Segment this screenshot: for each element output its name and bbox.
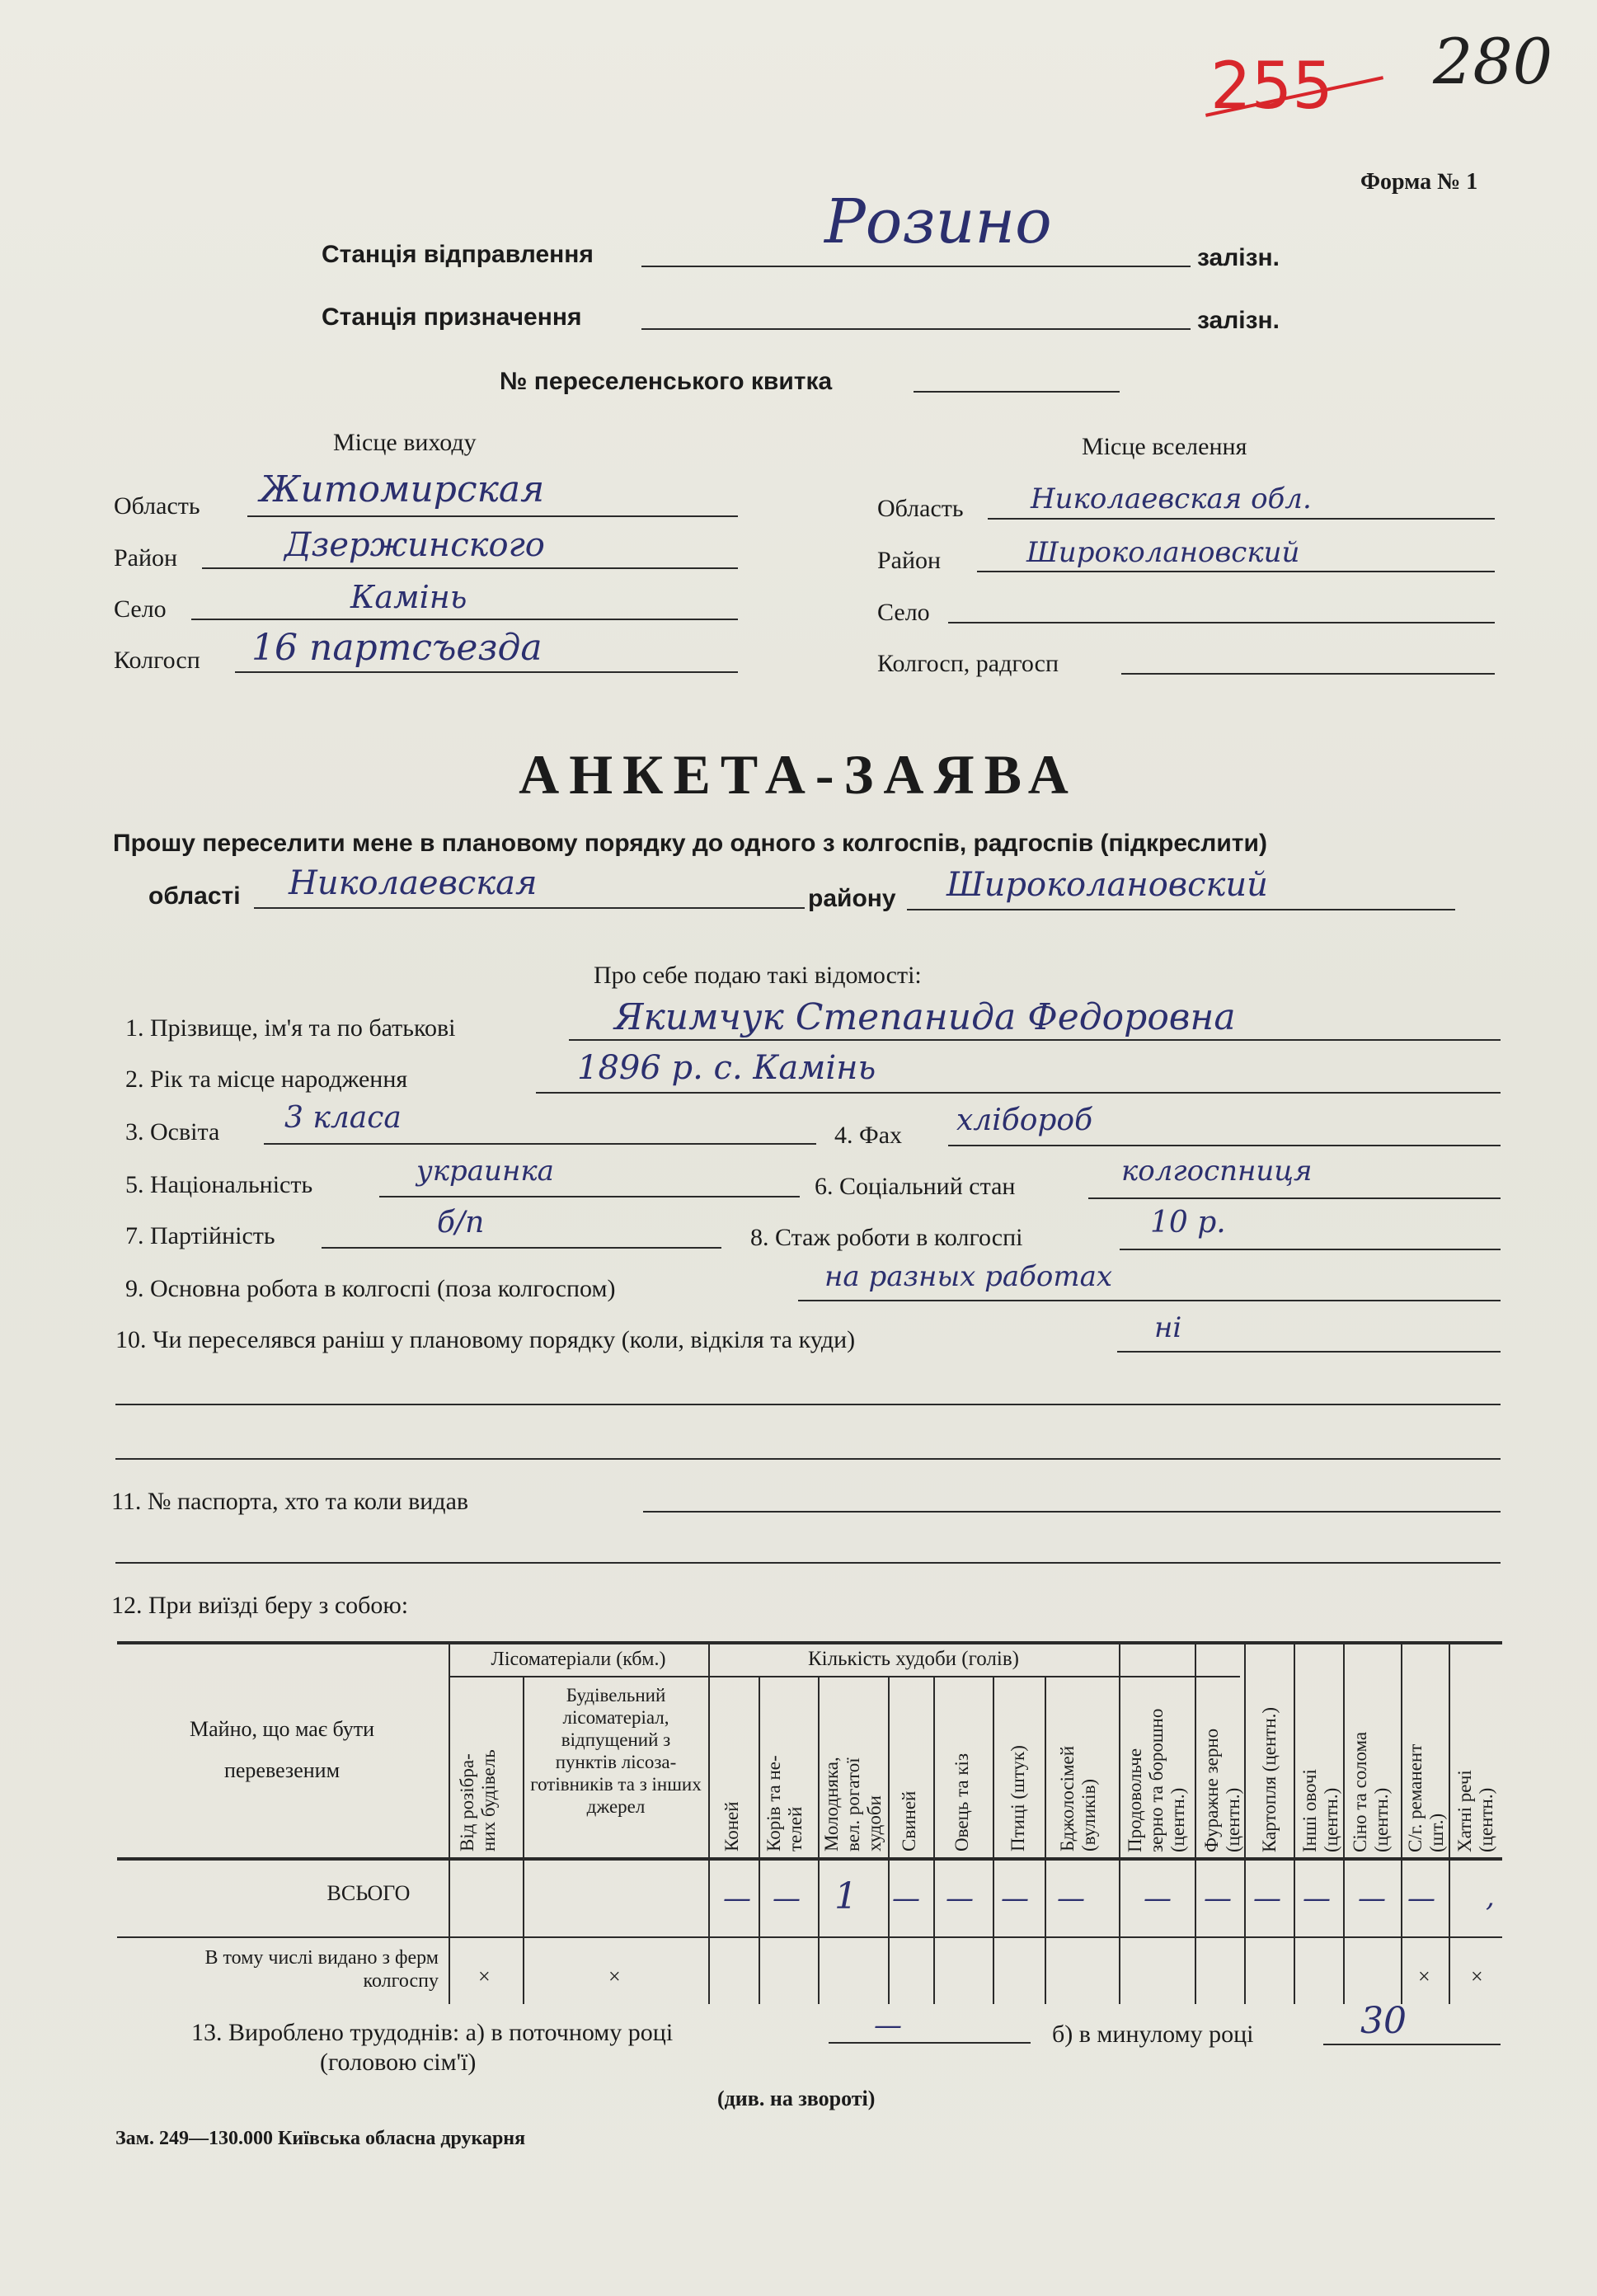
- table-col-line: [818, 1676, 820, 2004]
- table-col-line: [523, 1676, 524, 2004]
- origin-raion-label: Район: [114, 544, 178, 572]
- table-col-fodder-grain: Фуражне зерно (центн.): [1201, 1728, 1243, 1852]
- destination-oblast-line: [988, 518, 1495, 520]
- table-col-poultry: Птиці (штук): [1008, 1745, 1028, 1851]
- total-cows: —: [773, 1882, 801, 1915]
- table-col-line: [933, 1676, 935, 2004]
- table-col-other-vegetables: Інші овочі (центн.): [1299, 1769, 1341, 1852]
- destination-raion-line: [977, 571, 1495, 572]
- field-9-value: на разных работах: [824, 1260, 1113, 1293]
- table-col-sheep-goats: Овець та кіз: [951, 1753, 972, 1851]
- arrival-line: [641, 328, 1191, 330]
- table-col-building-material: Будівельний лісоматеріал, відпущений з пунктів лісоза-готівників та з інших джерел: [530, 1685, 702, 1817]
- arrival-rail-suffix: залізн.: [1197, 307, 1280, 334]
- workdays-prev-value: 30: [1360, 2000, 1407, 2042]
- origin-kolhosp-label: Колгосп: [114, 647, 200, 674]
- table-col-household: Хатні речі (центн.): [1454, 1770, 1496, 1852]
- table-group-livestock: Кількість худоби (голів): [808, 1648, 1019, 1670]
- table-col-pigs: Свиней: [899, 1790, 919, 1851]
- field-3-line: [264, 1143, 816, 1145]
- total-household: ,: [1486, 1880, 1495, 1913]
- document-title: АНКЕТА-ЗАЯВА: [519, 743, 1078, 806]
- table-row-total-label: ВСЬОГО: [326, 1881, 411, 1905]
- farm-x-building-material: ×: [608, 1964, 621, 1988]
- field-10-extra-line-2: [115, 1458, 1501, 1460]
- field-9-label: 9. Основна робота в колгоспі (поза колгоспом): [125, 1275, 616, 1302]
- origin-kolhosp-line: [235, 671, 738, 673]
- table-col-hay-straw: Сіно та солома (центн.): [1350, 1731, 1392, 1852]
- departure-rail-suffix: залізн.: [1197, 244, 1280, 271]
- workdays-label: 13. Вироблено трудоднів: а) в поточному році: [191, 2019, 674, 2046]
- table-col-line: [993, 1676, 994, 2004]
- field-8-value: 10 р.: [1150, 1206, 1226, 1240]
- field-2-label: 2. Рік та місце народження: [125, 1066, 408, 1093]
- field-7-label: 7. Партійність: [125, 1222, 275, 1249]
- table-col-farm-tools: С/г. реманент (шт.): [1405, 1743, 1447, 1852]
- origin-oblast-label: Область: [114, 492, 200, 520]
- table-col-potatoes: Картопля (центн.): [1259, 1706, 1280, 1852]
- field-9-line: [798, 1300, 1501, 1301]
- departure-value: Розино: [824, 186, 1052, 257]
- request-oblast-line: [254, 907, 805, 909]
- table-col-line: [708, 1641, 710, 2004]
- origin-heading: Місце виходу: [333, 429, 477, 456]
- origin-kolhosp-value: 16 партсъезда: [251, 627, 543, 669]
- origin-selo-label: Село: [114, 595, 167, 623]
- field-2-value: 1896 р. с. Камінь: [577, 1049, 876, 1087]
- destination-kolhosp-label: Колгосп, радгосп: [877, 650, 1059, 677]
- destination-selo-line: [948, 622, 1495, 623]
- form-number: Форма № 1: [1360, 169, 1478, 195]
- field-10-extra-line-1: [115, 1404, 1501, 1405]
- field-6-value: колгоспниця: [1121, 1155, 1313, 1188]
- total-poultry: —: [1001, 1882, 1029, 1915]
- table-col-line: [1343, 1641, 1345, 2004]
- field-1-value: Якимчук Степанида Федоровна: [614, 996, 1236, 1038]
- request-text: Прошу переселити мене в плановому порядку до одного з колгоспів, радгоспів (підкреслити): [113, 830, 1267, 857]
- destination-kolhosp-line: [1121, 673, 1495, 675]
- total-hay-straw: —: [1358, 1882, 1386, 1915]
- property-table: [117, 1641, 1502, 2004]
- table-col-line: [1045, 1676, 1046, 2004]
- table-col-horses: Коней: [721, 1801, 742, 1851]
- field-7-line: [322, 1247, 721, 1249]
- workdays-prev-line: [1323, 2044, 1501, 2045]
- ticket-label: № переселенського квитка: [500, 368, 833, 395]
- field-8-label: 8. Стаж роботи в колгоспі: [750, 1224, 1023, 1251]
- table-col-line: [1449, 1641, 1450, 2004]
- field-2-line: [536, 1092, 1501, 1094]
- field-5-label: 5. Національність: [125, 1171, 313, 1198]
- table-col-line: [1244, 1641, 1246, 2004]
- request-raion-value: Широколановский: [946, 866, 1268, 904]
- farm-x-farm-tools: ×: [1418, 1964, 1430, 1988]
- table-col-line: [1195, 1641, 1196, 2004]
- table-col-line: [888, 1676, 890, 2004]
- field-5-value: украинка: [416, 1155, 554, 1188]
- field-1-line: [569, 1039, 1501, 1041]
- field-12-label: 12. При виїзді беру з собою:: [111, 1592, 409, 1619]
- departure-line: [641, 266, 1191, 267]
- farm-x-dismantled: ×: [478, 1964, 491, 1988]
- printer-imprint: Зам. 249—130.000 Київська обласна друкарня: [115, 2128, 526, 2149]
- total-horses: —: [723, 1882, 751, 1915]
- origin-oblast-line: [247, 515, 738, 517]
- table-col-line: [449, 1641, 450, 2004]
- origin-oblast-value: Житомирская: [260, 468, 545, 510]
- departure-label: Станція відправлення: [322, 241, 594, 268]
- table-col-young-cattle: Молодняка, вел. рогатої худоби: [821, 1757, 885, 1851]
- field-8-line: [1120, 1249, 1501, 1250]
- workdays-prev-label: б) в минулому році: [1052, 2021, 1254, 2048]
- see-back-note: (див. на звороті): [717, 2087, 876, 2110]
- field-3-value: 3 класа: [284, 1101, 402, 1135]
- field-10-label: 10. Чи переселявся раніш у плановому порядку (коли, відкіля та куди): [115, 1326, 856, 1353]
- origin-raion-value: Дзержинского: [284, 526, 545, 564]
- table-col-line: [759, 1676, 760, 2004]
- total-sheep-goats: —: [946, 1882, 974, 1915]
- total-potatoes: —: [1253, 1882, 1281, 1915]
- workdays-current-value: —: [874, 2009, 902, 2042]
- new-page-number: 280: [1433, 25, 1553, 98]
- farm-x-household: ×: [1471, 1964, 1483, 1988]
- request-raion-line: [907, 909, 1455, 910]
- old-page-number: 255: [1210, 49, 1333, 124]
- total-pigs: —: [892, 1882, 920, 1915]
- total-beehives: —: [1057, 1882, 1085, 1915]
- table-col-dismantled: Від розібра- них будівель: [457, 1749, 499, 1851]
- request-raion-label: району: [808, 885, 896, 912]
- table-group-timber: Лісоматеріали (кбм.): [491, 1649, 666, 1670]
- table-col-line: [1401, 1641, 1402, 2004]
- request-oblast-label: області: [148, 882, 241, 910]
- workdays-sub-label: (головою сім'ї): [320, 2049, 477, 2076]
- table-col-line: [1119, 1641, 1120, 2004]
- table-row-farm-label: В тому числі видано з ферм колгоспу: [204, 1947, 439, 1992]
- origin-selo-value: Камінь: [350, 579, 467, 615]
- origin-selo-line: [191, 619, 738, 620]
- field-4-value: хлібороб: [956, 1103, 1093, 1137]
- destination-heading: Місце вселення: [1082, 433, 1247, 460]
- field-10-line: [1117, 1351, 1501, 1353]
- destination-raion-label: Район: [877, 547, 942, 574]
- destination-oblast-label: Область: [877, 495, 964, 522]
- field-6-label: 6. Соціальний стан: [815, 1173, 1016, 1200]
- destination-oblast-value: Николаевская обл.: [1031, 482, 1312, 515]
- workdays-current-line: [829, 2042, 1031, 2044]
- table-col-beehives: Бджолосімей (вуликів): [1057, 1745, 1099, 1851]
- total-young-cattle: 1: [834, 1875, 857, 1917]
- total-other-vegetables: —: [1303, 1882, 1331, 1915]
- origin-raion-line: [202, 567, 738, 569]
- destination-raion-value: Широколановский: [1026, 536, 1300, 569]
- ticket-line: [914, 391, 1120, 393]
- field-11-label: 11. № паспорта, хто та коли видав: [111, 1488, 469, 1515]
- field-6-line: [1088, 1197, 1501, 1199]
- field-1-label: 1. Прізвище, ім'я та по батькові: [125, 1014, 456, 1042]
- field-10-value: ні: [1154, 1311, 1182, 1344]
- field-3-label: 3. Освіта: [125, 1118, 220, 1146]
- field-11-extra-line: [115, 1562, 1501, 1564]
- destination-selo-label: Село: [877, 599, 930, 626]
- field-4-label: 4. Фах: [834, 1122, 903, 1149]
- table-col-cows: Корів та не- телей: [763, 1755, 806, 1851]
- field-11-line: [643, 1511, 1501, 1513]
- field-5-line: [379, 1196, 800, 1197]
- info-intro: Про себе подаю такі відомості:: [594, 962, 922, 989]
- request-oblast-value: Николаевская: [289, 864, 538, 902]
- table-col-food-grain: Продовольче зерно та борошно (центн.): [1125, 1708, 1188, 1852]
- field-4-line: [948, 1145, 1501, 1146]
- table-col-line: [1294, 1641, 1295, 2004]
- field-7-value: б/п: [437, 1206, 485, 1240]
- table-col-property: Майно, що має бути перевезеним: [190, 1717, 374, 1782]
- total-farm-tools: —: [1407, 1882, 1435, 1915]
- total-fodder-grain: —: [1204, 1882, 1232, 1915]
- total-food-grain: —: [1144, 1882, 1172, 1915]
- arrival-label: Станція призначення: [322, 303, 582, 331]
